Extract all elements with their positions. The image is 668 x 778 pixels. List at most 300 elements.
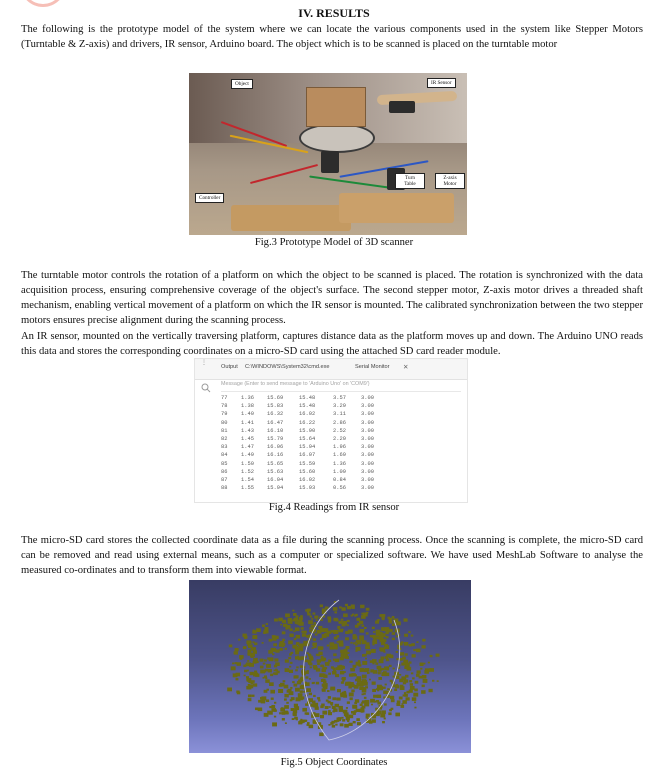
cloud-point <box>317 654 320 656</box>
cloud-point <box>357 618 360 620</box>
cloud-point <box>326 700 329 702</box>
reading-cell: 16.10 <box>267 427 284 434</box>
cloud-point <box>293 613 297 616</box>
reading-cell: 77 <box>221 395 228 401</box>
cloud-point <box>315 713 320 717</box>
cloud-point <box>329 706 331 708</box>
cloud-point <box>384 666 389 670</box>
cloud-point <box>275 669 278 671</box>
reading-cell: 15.90 <box>299 427 316 434</box>
cloud-point <box>338 717 342 720</box>
reading-cell: 0.84 <box>333 476 346 483</box>
tab-output[interactable]: Output <box>221 364 238 370</box>
cloud-point <box>362 675 367 679</box>
cloud-point <box>356 709 360 712</box>
paragraph-ir-sensor: An IR sensor, mounted on the vertically traversing platform, captures distance data as the platform moves up and down. The Arduino UNO reads this data and stores the corresponding coordinates on a micro-SD card using the attached SD card reader module. <box>21 331 643 357</box>
close-icon[interactable]: ✕ <box>403 364 409 371</box>
cloud-point <box>416 641 418 643</box>
reading-cell: 1.43 <box>241 427 254 434</box>
cloud-point <box>315 707 319 710</box>
cloud-point <box>361 711 364 713</box>
reading-cell: 1.50 <box>241 460 254 467</box>
reading-cell: 16.22 <box>299 419 316 426</box>
cloud-point <box>286 702 289 704</box>
cloud-point <box>341 630 343 632</box>
cloud-point <box>247 660 249 662</box>
cloud-point <box>306 688 311 692</box>
reading-cell: 3.57 <box>333 395 346 401</box>
cloud-point <box>396 651 398 653</box>
cloud-point <box>376 630 381 634</box>
cloud-point <box>410 686 415 690</box>
reading-cell: 15.94 <box>267 485 284 492</box>
cloud-point <box>282 631 286 634</box>
cloud-point <box>413 693 418 697</box>
cloud-point <box>331 666 334 668</box>
cloud-point <box>313 638 316 641</box>
cloud-point <box>293 710 297 714</box>
cloud-point <box>272 648 275 651</box>
cloud-point <box>349 723 353 726</box>
cloud-point <box>345 631 349 634</box>
cloud-point <box>356 676 361 680</box>
cloud-point <box>330 702 333 705</box>
cloud-point <box>309 725 314 729</box>
cloud-point <box>411 643 415 646</box>
cloud-point <box>252 695 255 697</box>
reading-cell: 1.38 <box>241 403 254 410</box>
cloud-point <box>336 667 340 670</box>
figure-object-coordinates <box>189 580 471 753</box>
cloud-point <box>295 675 299 678</box>
cloud-point <box>355 644 357 646</box>
cloud-point <box>343 650 347 653</box>
cloud-point <box>352 673 356 676</box>
cloud-point <box>381 657 385 660</box>
tab-cmd[interactable]: C:\WINDOWS\System32\cmd.exe <box>245 364 330 370</box>
label-controller: Controller <box>195 193 224 203</box>
cloud-point <box>344 691 346 693</box>
reading-cell: 2.52 <box>333 427 346 434</box>
cloud-point <box>411 672 413 674</box>
paragraph-meshlab: The micro-SD card stores the collected coordinate data as a file during the scanning process. Once the scanning is complete, the micro-SD card can be removed and read using external means, such as a computer or specialized software. We have used MeshLab Software to analyse the measured co-ordinates and to transform them into viewable format. <box>21 535 643 576</box>
cloud-point <box>295 646 299 649</box>
cloud-point <box>309 693 312 696</box>
cloud-point <box>347 720 349 722</box>
cloud-point <box>429 668 434 672</box>
cloud-point <box>287 690 291 693</box>
reading-cell: 3.00 <box>361 395 374 401</box>
cloud-point <box>300 685 305 689</box>
cloud-point <box>347 620 350 622</box>
cloud-point <box>314 622 317 624</box>
cloud-point <box>372 682 376 685</box>
cloud-point <box>346 646 350 649</box>
cloud-point <box>246 676 249 678</box>
figure-5-caption: Fig.5 Object Coordinates <box>280 757 388 768</box>
cloud-point <box>282 639 285 641</box>
section-heading: IV. RESULTS <box>298 6 370 20</box>
cloud-point <box>264 690 268 693</box>
cloud-point <box>253 641 255 643</box>
cloud-point <box>358 680 361 682</box>
cloud-point <box>389 618 393 621</box>
cloud-point <box>384 703 387 705</box>
cloud-point <box>332 697 336 700</box>
reading-cell: 3.00 <box>361 476 374 483</box>
cloud-point <box>243 646 247 649</box>
cloud-point <box>265 627 269 630</box>
cloud-point <box>412 697 417 701</box>
cloud-point <box>315 633 318 635</box>
cloud-point <box>395 713 400 717</box>
cloud-point <box>417 670 421 673</box>
cloud-point <box>303 666 306 668</box>
cloud-point <box>381 716 383 718</box>
cloud-point <box>269 639 273 642</box>
cloud-point <box>391 699 395 702</box>
cloud-point <box>328 696 331 699</box>
cloud-point <box>313 695 316 697</box>
cloud-point <box>340 723 344 726</box>
cloud-point <box>400 652 404 655</box>
cloud-point <box>421 690 426 694</box>
cloud-point <box>385 673 389 677</box>
point-cloud <box>189 580 471 753</box>
cloud-point <box>290 687 292 689</box>
reading-cell: 15.94 <box>299 444 316 451</box>
cloud-point <box>331 723 333 725</box>
cloud-point <box>389 665 392 667</box>
cloud-point <box>253 658 258 662</box>
cloud-point <box>335 724 337 726</box>
cloud-point <box>316 619 318 621</box>
cloud-point <box>281 707 283 709</box>
cloud-point <box>243 634 247 638</box>
turntable-disk <box>299 123 375 153</box>
cloud-point <box>294 684 298 687</box>
cloud-point <box>347 606 351 609</box>
cloud-point <box>265 677 267 679</box>
cloud-point <box>333 659 336 661</box>
cloud-point <box>365 700 370 704</box>
reading-cell: 1.55 <box>241 485 254 492</box>
cloud-point <box>335 704 339 708</box>
reading-cell: 87 <box>221 476 228 483</box>
cloud-point <box>280 624 282 626</box>
reading-cell: 3.00 <box>361 435 374 442</box>
cloud-point <box>296 697 301 701</box>
cloud-point <box>361 625 364 627</box>
reading-cell: 81 <box>221 427 228 434</box>
reading-row <box>221 485 461 493</box>
cloud-point <box>306 635 310 638</box>
cloud-point <box>312 701 316 704</box>
cloud-point <box>248 644 253 648</box>
cloud-point <box>373 670 378 674</box>
cloud-point <box>292 610 294 612</box>
cloud-point <box>322 634 327 638</box>
cloud-point <box>290 634 294 638</box>
cloud-point <box>305 720 307 722</box>
reading-cell: 79 <box>221 411 228 418</box>
cloud-point <box>385 636 388 639</box>
cloud-point <box>404 642 409 646</box>
cloud-point <box>397 700 401 703</box>
cloud-point <box>279 712 282 714</box>
cloud-point <box>425 668 430 672</box>
reading-row <box>221 420 461 428</box>
cloud-point <box>373 636 376 639</box>
reading-cell: 3.00 <box>361 452 374 459</box>
cloud-point <box>360 637 364 641</box>
cloud-point <box>406 697 410 700</box>
cloud-point <box>420 668 422 670</box>
cloud-point <box>333 670 336 673</box>
cloud-point <box>316 668 320 671</box>
cloud-point <box>377 666 382 670</box>
tab-serial-monitor[interactable]: Serial Monitor <box>355 364 390 370</box>
more-options-icon[interactable]: ⋮ <box>201 360 207 366</box>
reading-cell: 16.32 <box>267 411 284 418</box>
cloud-point <box>341 717 343 719</box>
cloud-point <box>366 651 371 655</box>
reading-cell: 2.20 <box>333 435 346 442</box>
cloud-point <box>260 666 264 669</box>
cloud-point <box>351 690 354 693</box>
cloud-point <box>267 657 270 659</box>
message-input[interactable]: Message (Enter to send message to 'Arduino Uno' on 'COM9') <box>221 381 461 392</box>
cloud-point <box>399 674 401 676</box>
cloud-point <box>364 669 368 672</box>
cloud-point <box>302 708 307 712</box>
cloud-point <box>342 607 346 611</box>
cloud-point <box>328 724 330 726</box>
cloud-point <box>408 631 410 633</box>
cloud-point <box>328 619 331 621</box>
cloud-point <box>404 618 408 621</box>
cloud-point <box>366 608 370 611</box>
reading-cell: 3.00 <box>361 468 374 475</box>
cloud-point <box>428 662 430 664</box>
cloud-point <box>410 683 413 686</box>
cloud-point <box>320 715 324 718</box>
cloud-point <box>235 662 238 664</box>
cloud-point <box>336 698 339 701</box>
cloud-point <box>373 631 375 633</box>
reading-cell: 0.56 <box>333 485 346 492</box>
paragraph-motor-synchronization: The turntable motor controls the rotation of a platform on which the object to be scanned is placed. The rotation is synchronized with the data acquisition process, ensuring comprehensive coverage of the object's surface. The second stepper motor, Z-axis motor drives a threaded shaft mechanism, enabling vertical movement of a platform on which the IR sensor is mounted. The calibrated synchronization between the two stepper motors ensures precise alignment during the scanning process. <box>21 270 643 326</box>
cloud-point <box>437 680 439 682</box>
cloud-point <box>353 721 356 723</box>
cloud-point <box>402 657 406 660</box>
cloud-point <box>248 653 252 656</box>
cloud-point <box>423 679 428 683</box>
cloud-point <box>270 690 275 694</box>
reading-cell: 1.96 <box>333 444 346 451</box>
cloud-point <box>286 712 289 714</box>
base-board <box>231 205 351 231</box>
reading-cell: 1.09 <box>333 468 346 475</box>
cloud-point <box>353 712 356 715</box>
figure-4-caption: Fig.4 Readings from IR sensor <box>268 502 400 513</box>
cloud-point <box>280 642 284 645</box>
reading-cell: 15.79 <box>267 435 284 442</box>
cloud-point <box>403 694 406 696</box>
cloud-point <box>272 653 274 655</box>
cloud-point <box>335 674 339 677</box>
cloud-point <box>260 659 264 662</box>
reading-cell: 1.36 <box>241 395 254 401</box>
cloud-point <box>371 704 373 706</box>
cloud-point <box>288 620 293 624</box>
cloud-point <box>253 648 255 650</box>
cloud-point <box>328 660 331 662</box>
cloud-point <box>307 609 311 612</box>
cloud-point <box>295 628 300 632</box>
cloud-point <box>362 654 365 657</box>
cloud-point <box>234 651 238 654</box>
cloud-point <box>317 663 320 665</box>
cloud-point <box>282 718 285 721</box>
reading-cell: 88 <box>221 485 228 492</box>
label-object: Object <box>231 79 253 89</box>
cloud-point <box>263 663 266 665</box>
serial-readings <box>221 395 461 493</box>
reading-cell: 3.00 <box>361 419 374 426</box>
cloud-point <box>227 688 232 692</box>
cloud-point <box>381 617 384 620</box>
cloud-point <box>365 658 367 660</box>
cloud-point <box>307 613 310 616</box>
cloud-point <box>295 652 299 655</box>
cloud-point <box>399 697 403 700</box>
cloud-point <box>237 662 241 666</box>
cloud-point <box>309 678 311 680</box>
reading-cell: 78 <box>221 403 228 410</box>
cloud-point <box>357 722 361 725</box>
cloud-point <box>285 722 287 724</box>
cloud-point <box>378 686 382 690</box>
reading-cell: 16.47 <box>267 419 284 426</box>
cloud-point <box>290 662 293 664</box>
cloud-point <box>252 635 257 639</box>
cloud-point <box>316 682 319 685</box>
cloud-point <box>237 692 240 695</box>
cloud-point <box>330 688 333 690</box>
cloud-point <box>352 614 354 616</box>
cloud-point <box>334 618 338 621</box>
paragraph-prototype-intro: The following is the prototype model of the system where we can locate the various components used in the system like Stepper Motors (Turntable & Z-axis) and drivers, IR sensor, Arduino board. The object which is to be scanned is placed on the turntable motor <box>21 24 643 50</box>
reading-cell: 3.00 <box>361 460 374 467</box>
cloud-point <box>420 663 424 666</box>
cloud-point <box>384 645 389 649</box>
cloud-point <box>305 676 308 678</box>
cloud-point <box>318 700 320 702</box>
cloud-point <box>319 660 321 662</box>
cloud-point <box>345 714 349 717</box>
cloud-point <box>289 670 293 673</box>
cloud-point <box>376 713 380 716</box>
cloud-point <box>389 621 393 624</box>
cloud-point <box>343 710 348 714</box>
cloud-point <box>341 619 344 621</box>
reading-cell: 16.07 <box>299 452 316 459</box>
cloud-point <box>337 641 339 643</box>
reading-cell: 16.04 <box>267 476 284 483</box>
cloud-point <box>385 684 387 686</box>
cloud-point <box>248 641 251 644</box>
reading-cell: 3.00 <box>361 427 374 434</box>
reading-row <box>221 477 461 485</box>
cloud-point <box>298 693 303 697</box>
cloud-point <box>275 673 278 675</box>
cloud-point <box>248 698 252 701</box>
cloud-point <box>392 638 395 640</box>
reading-row <box>221 444 461 452</box>
cloud-point <box>333 646 338 650</box>
cloud-point <box>369 721 373 724</box>
cloud-point <box>342 621 347 625</box>
reading-cell: 1.69 <box>333 452 346 459</box>
cloud-point <box>301 631 304 633</box>
reading-cell: 15.48 <box>299 403 316 410</box>
cloud-point <box>372 689 376 692</box>
cloud-point <box>364 697 367 699</box>
cloud-point <box>285 627 288 630</box>
cloud-point <box>360 668 365 672</box>
cloud-point <box>394 689 397 691</box>
cloud-point <box>253 683 257 686</box>
cloud-point <box>412 654 416 657</box>
tab-bar <box>195 359 467 380</box>
cloud-point <box>295 656 299 659</box>
cloud-point <box>274 619 278 622</box>
cloud-point <box>349 715 354 719</box>
cloud-point <box>422 685 425 688</box>
reading-cell: 86 <box>221 468 228 475</box>
cloud-point <box>325 662 330 666</box>
cloud-point <box>357 623 361 626</box>
reading-cell: 1.47 <box>241 444 254 451</box>
figure-3-caption: Fig.3 Prototype Model of 3D scanner <box>254 237 414 248</box>
label-z-axis-motor: Z-axis Motor <box>435 173 465 189</box>
cloud-point <box>319 673 324 677</box>
cloud-point <box>436 654 440 657</box>
cloud-point <box>377 620 380 622</box>
cloud-point <box>355 699 359 702</box>
cloud-point <box>305 703 308 706</box>
cloud-point <box>264 713 269 717</box>
cloud-point <box>325 706 329 709</box>
cloud-point <box>239 655 244 659</box>
cloud-point <box>296 642 300 645</box>
cloud-point <box>248 684 253 688</box>
cloud-point <box>300 615 303 617</box>
cloud-point <box>401 641 404 643</box>
cloud-point <box>360 629 365 633</box>
cloud-point <box>405 653 408 655</box>
cloud-point <box>262 642 264 644</box>
cloud-point <box>236 673 241 677</box>
cloud-point <box>328 673 331 675</box>
cloud-point <box>328 710 331 712</box>
cloud-point <box>288 657 291 659</box>
wire <box>309 175 388 188</box>
cloud-point <box>376 688 379 690</box>
cloud-point <box>345 682 350 686</box>
cloud-point <box>379 635 384 639</box>
